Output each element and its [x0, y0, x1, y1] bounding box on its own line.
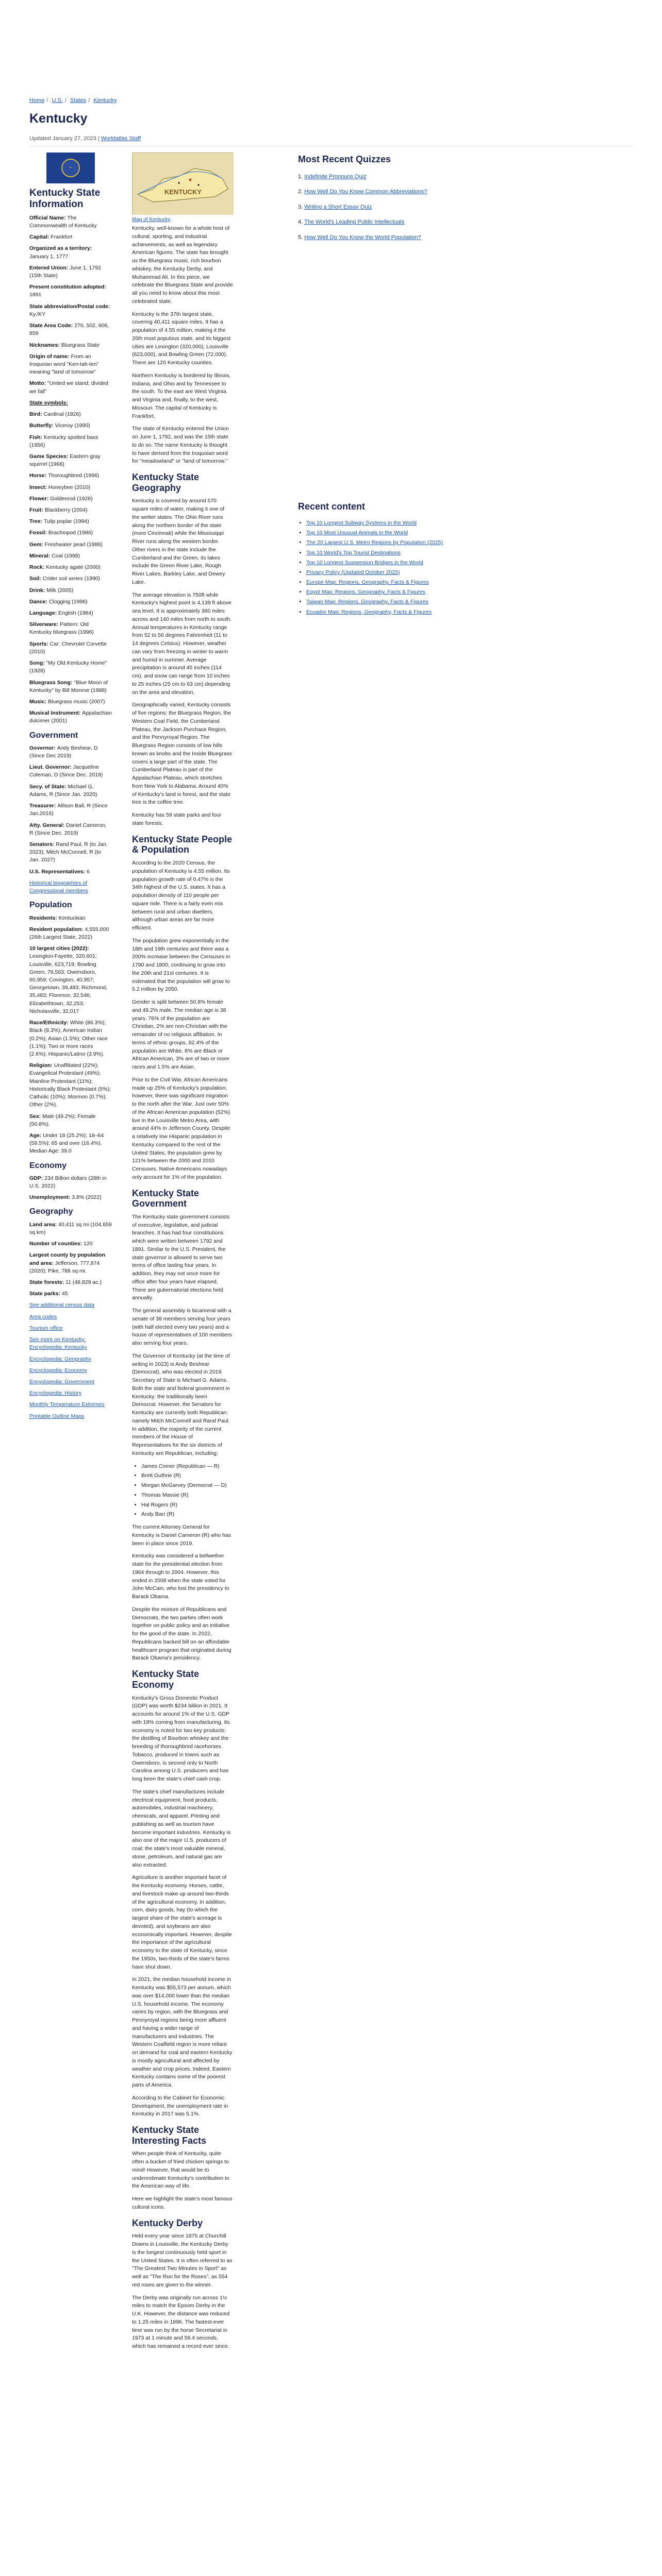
info-row: [29, 342, 112, 349]
symbol-label: Game Species:: [29, 453, 70, 460]
population-value: Under 18 (25.2%); 18–64 (59.5%); 65 and over (16.4%). Median Age: 39.0: [29, 1132, 104, 1155]
quiz-number: 2.: [298, 189, 305, 195]
recent-quizzes: [298, 152, 453, 249]
breadcrumb-states[interactable]: States: [70, 97, 87, 104]
paragraph: Agriculture is another important facet of the Kentucky economy. Horses, cattle, and livestock make up around two-thirds of the agricultural economy. In addition, corn, dairy goods, hay (to which the largest share of the state's acreage is devoted), and soybeans are also economically important. However, despite the importance of the agricultural economy to the state of Kentucky, since the 1950s, two-thirds of the state's farms have shut down.: [132, 1874, 232, 1970]
info-value: Frankfort: [51, 234, 73, 241]
info-row: [29, 303, 112, 318]
section-heading: Kentucky State Interesting Facts: [132, 2125, 207, 2146]
government-label: U.S. Representatives:: [29, 868, 87, 875]
recent-content-heading: Recent content: [298, 501, 366, 512]
symbol-row: [29, 472, 112, 480]
paragraph: The population grew exponentially in the 18th and 19th centuries and there was a 200% increase between the Censuses in 1790 and 1800, continuing to grow into the 20th and 21st centuries. It is estimated that the population will grow to 5.2 million by 2050.: [132, 937, 230, 993]
info-row: [29, 353, 112, 377]
symbol-label: Bluegrass Song:: [29, 679, 74, 686]
population-value: White (86.3%); Black (8.3%); American Indian (0.2%); Asian (1.5%); Other race (1.1%); Two or more races (2.6%); Hispanic/Latino (3.9%).: [29, 1020, 108, 1057]
symbol-label: Fish:: [29, 434, 44, 440]
infobox-economy: [29, 1175, 112, 1202]
info-label: State Area Code:: [29, 323, 75, 329]
section-heading: Kentucky Derby: [132, 2217, 203, 2228]
state-infobox: [29, 152, 112, 1419]
list-item: • Thomas Massie (R): [141, 1492, 233, 1500]
kentucky-map-image[interactable]: [132, 152, 233, 214]
government-label: Lieut. Governor:: [29, 764, 73, 771]
quiz-link[interactable]: Indefinite Pronouns Quiz: [304, 174, 367, 180]
geography-label: State parks:: [29, 1291, 62, 1297]
quiz-number: 4.: [298, 219, 305, 226]
symbol-value: Brachiopod (1986): [48, 530, 93, 536]
government-value: Jacqueline Coleman, D (Since Dec. 2019): [29, 764, 103, 778]
quiz-link[interactable]: The World's Leading Public Intellectuals: [304, 219, 405, 226]
symbol-value: Blackberry (2004): [44, 507, 88, 514]
symbol-row: [29, 529, 112, 537]
info-row: [29, 264, 112, 280]
government-link[interactable]: Historical biographies of Congressional members: [29, 879, 88, 894]
government-row: [29, 783, 112, 799]
quiz-link[interactable]: How Well Do You Know the World Population?: [304, 234, 421, 241]
symbol-row: [29, 575, 112, 583]
info-label: Origin of name:: [29, 353, 71, 360]
geography-row: [29, 1290, 112, 1298]
section-heading: Kentucky State Geography: [132, 472, 200, 493]
paragraph: Kentucky was considered a bellwether state for the presidential election from 1964 through to 2004. However, this ended in 2008 when the state voted for John McCain, who lost the presidency to Barack Obama.: [132, 1553, 229, 1600]
section-heading: Kentucky State Government: [132, 1188, 200, 1209]
info-label: State abbreviation/Postal code:: [29, 303, 110, 310]
symbol-row: [29, 709, 112, 725]
paragraph: The state of Kentucky entered the Union on June 1, 1792, and was the 15th state to do so. The name Kentucky is thought to have derived from the Iroquoian word for "meadowland" or "land of tomorrow.": [132, 426, 229, 465]
infobox-rows: [29, 214, 112, 396]
info-label: Motto:: [29, 380, 47, 387]
paragraph: Kentucky is covered by around 570 square miles of water, making it one of the wetter states. The Ohio River runs along the northern border of the state (more Cincinnati) while the Mississippi River runs along the western border. Other rivers in the state include the Cumberland and the Green, its lakes include the Green River Lake, Rough River Lakes, Barkley Lake, and Dewey Lake.: [132, 498, 225, 585]
population-row: [29, 1019, 112, 1058]
government-row: [29, 802, 112, 818]
government-value: 6: [86, 868, 90, 875]
infobox-link[interactable]: Encyclopedia: Economy: [29, 1367, 88, 1374]
geography-row: [29, 1251, 112, 1275]
population-label: Religion:: [29, 1062, 54, 1069]
recent-item: [306, 579, 453, 586]
recent-link[interactable]: Europe Map: Regions, Geography, Facts & Figures: [306, 579, 429, 586]
breadcrumb-separator: /: [64, 97, 67, 104]
quiz-item: [298, 188, 453, 196]
symbol-label: Bird:: [29, 411, 44, 418]
symbol-row: [29, 587, 112, 595]
recent-link[interactable]: Top 10 Most Unusual Animals in the World: [306, 530, 408, 536]
symbol-value: Honeybee (2010): [48, 484, 90, 490]
infobox-link[interactable]: See more on Kentucky: Encyclopedia: Kentucky: [29, 1336, 87, 1351]
symbol-row: [29, 518, 112, 526]
info-row: [29, 322, 112, 337]
symbol-value: English (1984): [58, 610, 93, 616]
list-item: • Hal Rogers (R): [141, 1501, 233, 1510]
government-row: [29, 868, 112, 876]
geography-label: Largest county by population and area:: [29, 1252, 106, 1266]
list-item: • Andy Barr (R): [141, 1511, 233, 1519]
paragraph: Held every year since 1875 at Churchill Downs in Louisville, the Kentucky Derby is the longest continuously held sport in the United States. It is often referred to as "The Greatest Two Minutes in Sport" as well as "The Run for the Roses", as 554 red roses are given to the winner.: [132, 2233, 233, 2288]
population-row: [29, 914, 112, 922]
page-title: Kentucky: [29, 111, 88, 126]
population-row: [29, 945, 112, 1015]
symbol-row: [29, 484, 112, 492]
government-label: Treasurer:: [29, 803, 58, 809]
government-label: Governor:: [29, 744, 57, 751]
info-label: Present constitution adopted:: [29, 284, 106, 291]
infobox-heading: Kentucky State Information: [29, 188, 101, 210]
government-value: Michael G. Adams, R (Since Jan. 2020): [29, 783, 97, 798]
symbol-row: [29, 552, 112, 560]
breadcrumb-separator: /: [88, 97, 90, 104]
geography-row: [29, 1301, 112, 1309]
map-caption[interactable]: Map of Kentucky: [132, 217, 171, 223]
symbol-value: "My Old Kentucky Home" (1928): [29, 660, 107, 674]
government-value: Daniel Cameron, R (Since Dec. 2019): [29, 822, 107, 836]
symbol-label: Language:: [29, 610, 59, 616]
government-value: Rand Paul, R (to Jan. 2023); Mitch McConnell, R (to Jan. 2027): [29, 841, 108, 863]
recent-link[interactable]: Top 10 Longest Suspension Bridges in the World: [306, 559, 423, 566]
quiz-list: [298, 173, 453, 242]
economy-value: 234 Billion dollars (28th in U.S. 2022): [29, 1175, 107, 1190]
article-body: [132, 225, 233, 2576]
paragraph: The Governor of Kentucky (at the time of writing in 2023) is Andy Beshear (Democrat), who was elected in 2019. Secretary of State is Michael G. Adams. Both the state and federal government in Kentucky: the traditionally been Democrat. However, the Senators for Kentucky are currently both Republican: namely Mitch McConnell and Rand Paul. In addition, the majority of the current members of the House of Representatives for the six districts of Kentucky are Republican, including:: [132, 1352, 230, 1456]
section-heading: Kentucky State People & Population: [132, 834, 233, 855]
recent-link[interactable]: Egypt Map: Regions, Geography, Facts & Figures: [306, 589, 425, 596]
infobox-link[interactable]: Encyclopedia: History: [29, 1390, 81, 1397]
recent-link[interactable]: Privacy Policy (Updated October 2025): [306, 569, 400, 575]
symbol-row: [29, 422, 112, 430]
symbol-value: Appalachian dulcimer (2001): [29, 710, 112, 724]
symbol-label: Gem:: [29, 541, 45, 548]
symbol-label: Fossil:: [29, 530, 48, 536]
paragraph: When people think of Kentucky, quite often a bucket of fried chicken springs to mind! However, that would be to underestimate Kentucky's contribution to the American way of life.: [132, 2150, 229, 2190]
symbol-label: Soil:: [29, 575, 43, 582]
symbol-label: Dance:: [29, 598, 49, 605]
infobox-link[interactable]: Printable Outline Maps: [29, 1413, 85, 1419]
paragraph: Kentucky has 59 state parks and four state forests.: [132, 812, 222, 826]
population-label: Race/Ethnicity:: [29, 1020, 70, 1026]
list-item: • Brett Guthrie (R): [141, 1472, 233, 1480]
symbol-row: [29, 411, 112, 418]
author-link[interactable]: Worldatlas Staff: [101, 135, 141, 142]
recent-item: [306, 549, 453, 556]
population-value: Male (49.2%); Female (50.8%).: [29, 1113, 96, 1127]
quizzes-heading: Most Recent Quizzes: [298, 154, 391, 164]
infobox-geography: [29, 1221, 112, 1310]
economy-label: GDP:: [29, 1175, 45, 1181]
government-row: [29, 879, 112, 895]
government-row: [29, 841, 112, 865]
recent-item: [306, 588, 453, 596]
symbol-value: Car: Chevrolet Corvette (2010): [29, 640, 107, 655]
quiz-number: 3.: [298, 204, 305, 210]
population-row: [29, 1132, 112, 1156]
info-value: June 1, 1792 (15th State): [29, 264, 101, 279]
recent-item: [306, 529, 453, 536]
economy-row: [29, 1194, 112, 1201]
paragraph: The Derby was originally run across 1½ miles to match the Epsom Derby in the U.K. However, the distance was reduced to 1.25 miles in 1896. The fastest-ever time was run by the horse Secretariat in 1973 at 1 minute and 59.4 seconds, which has remained a record ever since.: [132, 2294, 230, 2350]
quiz-number: 5.: [298, 234, 305, 241]
infobox-links: [29, 1313, 112, 1420]
symbol-row: [29, 434, 112, 449]
symbol-row: [29, 679, 112, 694]
quiz-link[interactable]: Writing a Short Essay Quiz: [304, 204, 372, 210]
symbol-label: Musical Instrument:: [29, 710, 82, 717]
symbol-label: Insect:: [29, 484, 48, 490]
info-value: Ky./KY: [29, 311, 46, 317]
symbol-row: [29, 541, 112, 549]
symbols-heading: State symbols:: [29, 399, 68, 406]
government-value: Andy Beshear, D (Since Dec 2019): [29, 744, 98, 759]
symbol-value: Thoroughbred (1996): [48, 472, 100, 479]
symbol-label: Tree:: [29, 518, 44, 525]
geography-link[interactable]: See additional census data: [29, 1302, 95, 1309]
info-row: [29, 245, 112, 260]
recent-item: [306, 519, 453, 527]
map-title: KENTUCKY: [164, 188, 202, 196]
list-item: • Morgan McGarvey (Democrat — D): [141, 1482, 233, 1490]
symbol-row: [29, 453, 112, 468]
symbol-value: Cardinal (1926): [43, 411, 81, 418]
symbol-row: [29, 621, 112, 636]
recent-content: [298, 500, 453, 618]
symbol-value: Pattern: Old Kentucky bluegrass (1996): [29, 621, 94, 636]
geography-heading: Geography: [29, 1207, 73, 1216]
map-graphic: [133, 153, 234, 215]
paragraph: Kentucky is the 37th largest state, covering 40,411 square miles. It has a population of 4.55 million, making it the 26th most populous state, and its biggest cities are Lexington (320,000), Louisville (623,000), and Bowling Green (72,000). There are 120 Kentucky counties.: [132, 311, 230, 366]
government-heading: Government: [29, 731, 78, 740]
section-heading: Kentucky State Economy: [132, 1669, 200, 1690]
geography-row: [29, 1279, 112, 1286]
symbol-label: Flower:: [29, 495, 51, 502]
symbol-value: Crider soil series (1990): [42, 575, 101, 582]
paragraph: The current Attorney General for Kentucky is Daniel Cameron (R) who has been in place since 2019.: [132, 1524, 231, 1547]
government-label: Atty. General:: [29, 822, 66, 828]
breadcrumb-home[interactable]: Home: [29, 97, 45, 104]
symbol-value: Coal (1998): [52, 552, 80, 559]
infobox-link[interactable]: Monthly Temperature Extremes: [29, 1401, 105, 1408]
breadcrumb-kentucky[interactable]: Kentucky: [93, 97, 117, 104]
geography-value: 45: [62, 1291, 68, 1297]
info-value: From an Iroquoian word "Ken-tah-ten" meaning "land of tomorrow": [29, 353, 99, 376]
info-row: [29, 214, 112, 230]
symbol-row: [29, 698, 112, 706]
recent-link[interactable]: Top 10 Longest Subway Systems in the World: [306, 520, 417, 527]
updated-date: Updated January 27, 2023: [29, 135, 96, 142]
population-heading: Population: [29, 901, 72, 910]
paragraph: The average elevation is 750ft while Kentucky's highest point is 4,139 ft above sea level. It is approximately 380 miles across and 140 miles from north to south. Annual temperatures in Kentucky range from 52 to 56 degrees Fahrenheit (11 to 14 degrees Celsius). However, weather can vary from freezing in winter to warm and humid in summer. Average precipitation is around 45 inches (114 cm), and snow can range from 10 inches to 25 inches (25 cm to 63 cm) depending on the area and elevation.: [132, 591, 232, 696]
symbol-row: [29, 659, 112, 675]
recent-item: [306, 559, 453, 566]
symbol-value: "Blue Moon of Kentucky" by Bill Monroe (1988): [29, 679, 108, 693]
updated-line: Updated January 27, 2023 | Worldatlas Staff: [29, 135, 141, 142]
paragraph: The Kentucky state government consists of executive, legislative, and judicial branches. It has had four constitutions which were written between 1792 and 1891. Similar to the U.S. President, the state governor is allowed to serve two terms of office lasting four years. In addition, they may not once more for office after four years have elapsed. There are gubernatorial elections held annually.: [132, 1213, 230, 1301]
recent-item: [306, 569, 453, 576]
population-label: Sex:: [29, 1113, 43, 1120]
government-label: Senators:: [29, 841, 56, 848]
info-label: Entered Union:: [29, 264, 70, 271]
government-label: Secy. of State:: [29, 783, 68, 790]
symbol-value: Viceroy (1990): [55, 422, 90, 429]
quiz-number: 1.: [298, 174, 305, 180]
infobox-link[interactable]: Area codes: [29, 1313, 57, 1320]
geography-label: State forests:: [29, 1279, 66, 1285]
infobox-population: [29, 914, 112, 1156]
info-value: 1891: [29, 292, 42, 298]
government-value: Allison Ball, R (Since Jan.2016): [29, 803, 108, 817]
infobox-government: [29, 744, 112, 895]
symbol-label: Music:: [29, 698, 48, 705]
government-row: [29, 822, 112, 837]
info-label: Nicknames:: [29, 342, 61, 348]
info-label: Capital:: [29, 234, 51, 241]
paragraph: The general assembly is bicameral with a senate of 38 members serving four years (with half elected every two years) and a house of representatives of 100 members also serving four years.: [132, 1308, 232, 1347]
symbol-label: Sports:: [29, 640, 50, 647]
breadcrumb: [29, 97, 119, 105]
paragraph: Gender is split between 50.8% female and 49.2% male. The median age is 38 years. 76% of the population are Christian, 2% are non-Christian with the remainder of no religious affiliation. In terms of ethnic groups, 82.4% of the population are White, 8% are Black or African American, 3% are of two or more races and 1.5% are Asian.: [132, 999, 229, 1070]
geography-value: 11 (48,829 ac.): [65, 1279, 102, 1285]
quiz-link[interactable]: How Well Do You Know Common Abbreviations?: [304, 189, 427, 195]
geography-value: 120: [84, 1241, 93, 1247]
info-label: Organized as a territory:: [29, 245, 92, 252]
quiz-item: [298, 204, 453, 211]
paragraph: Kentucky's Gross Domestic Product (GDP) was worth $234 billion in 2021. It accounts for around 1% of the U.S. GDP with 19% coming from manufacturing. Its economy is noted for two key products: the distilling of Bourbon whiskey and the breeding of thoroughbred racehorses. Tobacco, produced in towns such as Owensboro, is second only to North Carolina among U.S. producers and has long been the state's chief cash crop.: [132, 1694, 230, 1782]
recent-content-list: [306, 519, 453, 616]
geography-row: [29, 1240, 112, 1248]
population-label: 10 largest cities (2022):: [29, 945, 89, 952]
representatives-list: [141, 1463, 233, 1519]
breadcrumb-separator: /: [46, 97, 48, 104]
geography-value: Jefferson, 777,874 (2020); Pike, 788 sq mi.: [29, 1260, 100, 1274]
symbol-label: Rock:: [29, 564, 46, 571]
symbol-label: Butterfly:: [29, 422, 55, 429]
paragraph: Kentucky, well-known for a whole host of cultural, sporting, and industrial achievements, as well as legendary American figures. The state has brought us the Bluegrass music, rich bourbon whiskey, the Kentucky Derby, and Muhammad Ali. In this piece, we celebrate the Bluegrass State and provide all you need to know about this most celebrated state.: [132, 225, 233, 304]
economy-value: 3.8% (2022): [72, 1194, 102, 1201]
paragraph: Despite the mixture of Republicans and Democrats, the two parties often work together on public policy and an initiative for the good of the state. In 2022, Republicans backed bill on an affordable healthcare program that originated during Barack Obama's presidency.: [132, 1606, 231, 1662]
symbol-row: [29, 564, 112, 571]
geography-label: Land area:: [29, 1221, 59, 1228]
info-value: 270, 502, 606, 859: [29, 323, 109, 337]
list-item: • James Comer (Republican — R): [141, 1463, 233, 1471]
quiz-item: [298, 234, 453, 242]
paragraph: Geographically varied, Kentucky consists of five regions: the Bluegrass Region, the Western Coal Field, the Cumberland Plateau, the Jackson Purchase Region, and the Pennyroyal Region. The Bluegrass Region consists of low hills known as knobs and the Inside Bluegrass covers a large part of the state. The Cumberland Plateau is part of the Appalachian Plateau, which stretches from New York to Alabama. Around 40% of Kentucky's land is forest, and the state tree is the coffee tree.: [132, 702, 232, 806]
info-label: Official Name:: [29, 214, 68, 221]
symbol-value: Kentucky spotted bass (1956): [29, 434, 98, 448]
paragraph: Northern Kentucky is bordered by Illinois, Indiana, and Ohio and by Tennessee to the south. To the east are West Virginia and Virginia and, finally, to the west, Missouri. The capital of Kentucky is Frankfort.: [132, 372, 231, 419]
symbol-row: [29, 495, 112, 503]
population-value: Kentuckian: [58, 914, 86, 921]
symbol-value: Milk (2005): [46, 587, 74, 594]
quiz-item: [298, 173, 453, 181]
symbol-row: [29, 598, 112, 606]
recent-item: [306, 539, 453, 546]
population-value: Unaffiliated (22%); Evangelical Protestant (49%); Mainline Protestant (11%); Historically Black Protestant (5%); Catholic (10%); Mormon (0.7%); Other (2%).: [29, 1062, 111, 1108]
population-label: Age:: [29, 1132, 43, 1139]
economy-heading: Economy: [29, 1161, 67, 1170]
symbol-row: [29, 640, 112, 656]
recent-link[interactable]: Ecuador Map: Regions, Geography, Facts & Figures: [306, 608, 432, 615]
population-row: [29, 1113, 112, 1128]
symbol-value: Freshwater pearl (1986): [44, 541, 103, 548]
paragraph: In 2021, the median household income in Kentucky was $55,573 per annum, which was over $14,000 lower than the median U.S. household income. The economy varies by region, with the Bluegrass and Pennyroyal regions being more affluent and having a wider range of manufacturers and industries. The Western Coalfield region is more reliant on demand for coal and eastern Kentucky is mostly agricultural and affected by weather and crop prices. Indeed, Eastern Kentucky contains some of the poorest parts of America.: [132, 1976, 233, 2088]
quiz-item: [298, 218, 453, 226]
population-label: Residents:: [29, 914, 59, 921]
economy-label: Unemployment:: [29, 1194, 72, 1201]
symbol-value: Goldenrod (1926): [50, 495, 93, 502]
symbol-label: Song:: [29, 660, 46, 667]
geography-value: 40,411 sq mi (104,659 sq km): [29, 1221, 112, 1235]
breadcrumb-us[interactable]: U.S.: [52, 97, 63, 104]
paragraph: According to the 2020 Census, the population of Kentucky is 4.55 million. Its population growth rate of 0.47% is the 34th highest of the U.S. states. It has a population density of 110 people per square mile. There is a fairly even mix between rural and urban dwellers, although urban areas are far more efficient.: [132, 860, 230, 931]
geography-label: Number of counties:: [29, 1241, 84, 1247]
symbol-label: Fruit:: [29, 507, 45, 514]
kentucky-flag-image: [46, 152, 95, 183]
info-row: [29, 283, 112, 299]
paragraph: According to the Cabinet for Economic Development, the unemployment rate in Kentucky in 2017 was 5.1%.: [132, 2094, 228, 2117]
recent-link[interactable]: Top 10 World's Top Tourist Destinations: [306, 549, 401, 556]
geography-row: [29, 1221, 112, 1236]
infobox-link[interactable]: Tourism office: [29, 1325, 63, 1331]
government-row: [29, 764, 112, 779]
paragraph: Here we highlight the state's most famous cultural icons.: [132, 2196, 233, 2210]
symbol-value: Clogging (1996): [48, 598, 88, 605]
info-value: January 1, 1777: [29, 253, 69, 260]
economy-row: [29, 1175, 112, 1190]
population-row: [29, 926, 112, 941]
symbol-value: Bluegrass music (2007): [48, 698, 105, 705]
recent-item: [306, 608, 453, 616]
symbol-value: Tulip poplar (1994): [44, 518, 89, 525]
symbol-value: Kentucky agate (2000): [46, 564, 101, 571]
symbol-value: Eastern gray squirrel (1968): [29, 453, 101, 468]
recent-item: [306, 598, 453, 605]
government-row: [29, 744, 112, 760]
paragraph: The state's chief manufactures include electrical equipment, food products, automobiles, industrial machinery, chemicals, and apparel. Printing and publishing as well as tourism have become important industries. Kentucky is also one of the major U.S. producers of coal; the state's most valuable mineral, stone, petroleum, and natural gas are also extracted.: [132, 1788, 231, 1868]
info-value: Bluegrass State: [61, 342, 100, 348]
info-value: "United we stand; divided we fall": [29, 380, 109, 395]
symbol-label: Drink:: [29, 587, 47, 594]
recent-link[interactable]: Taiwan Map: Regions, Geography, Facts & Figures: [306, 599, 428, 605]
infobox-link[interactable]: Encyclopedia: Government: [29, 1378, 95, 1385]
symbol-row: [29, 506, 112, 514]
symbol-row: [29, 609, 112, 617]
paragraph: Prior to the Civil War, African Americans made up 25% of Kentucky's population; however, there was significant migration to the north after the War. Just over 50% of the African American population (52%) live in the Louisville Metro Area, with around 44% in Jefferson County. Despite a relatively low Hispanic population in Kentucky compared to the rest of the United States, the population grew by 121% between the 2000 and 2010 Censuses. Native Americans nowadays only account for 1% of the population.: [132, 1076, 230, 1180]
info-row: [29, 233, 112, 241]
info-value: The Commonwealth of Kentucky: [29, 214, 97, 229]
population-label: Resident population:: [29, 926, 85, 933]
info-row: [29, 380, 112, 395]
population-value: 4,555,000 (26th Largest State, 2022): [29, 926, 109, 940]
population-row: [29, 1062, 112, 1109]
recent-link[interactable]: The 20 Largest U.S. Metro Regions by Population (2025): [306, 539, 443, 546]
infobox-link[interactable]: Encyclopedia: Geography: [29, 1355, 92, 1362]
symbol-label: Mineral:: [29, 552, 52, 559]
population-value: Lexington-Fayette, 320,601; Louisville, 623,719; Bowling Green, 76,563; Owensboro, 60,959; Covington, 40,957; Georgetown, 39,483; Richmond, 35,483; Florence, 32,546; Elizabethtown, 32,253; Nicholasville, 32,017: [29, 953, 108, 1014]
symbol-label: Silverware:: [29, 621, 60, 628]
symbol-label: Horse:: [29, 472, 48, 479]
infobox-symbols: [29, 411, 112, 725]
state-seal-icon: ✦: [61, 159, 80, 177]
